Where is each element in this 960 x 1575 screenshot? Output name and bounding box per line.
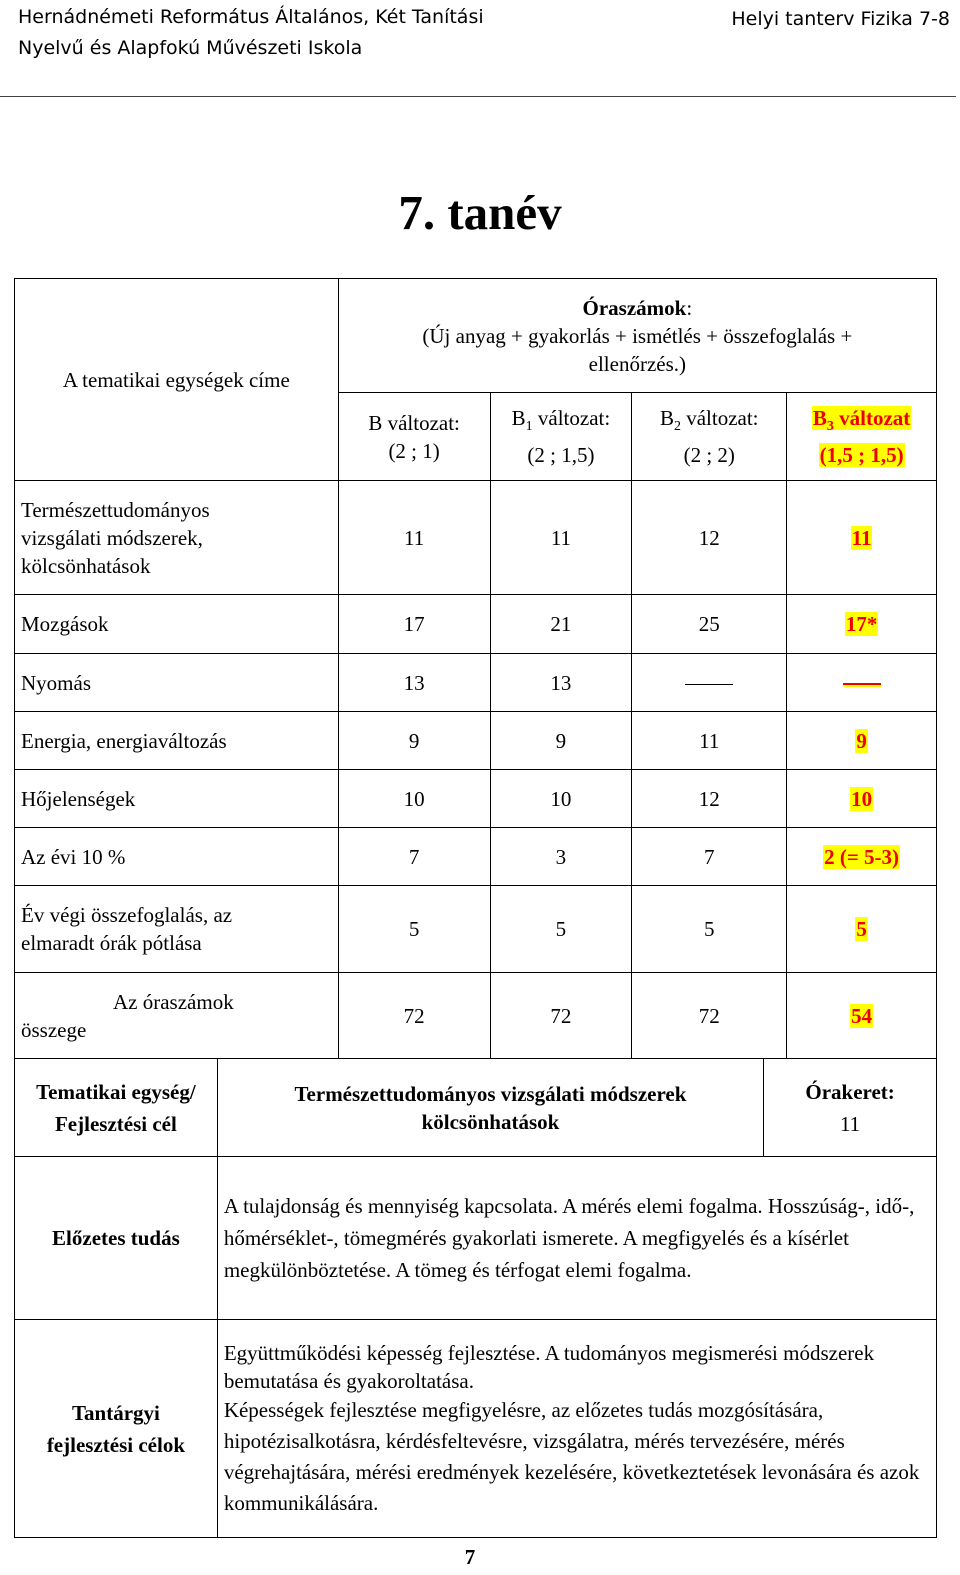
hours-b1: 11 (490, 481, 632, 595)
prior-knowledge-text: A tulajdonság és mennyiség kapcsolata. A mérés elemi fogalma. Hosszúság-, idő-, hőmérséklet-, tömegmérés gyakorlati ismerete. A megfigyelés és a kísérlet megkülönböztetése. A tömeg és térfogat elemi fogalma. (217, 1157, 936, 1320)
hours-b2-dash (632, 654, 787, 712)
hour-frame: Órakeret: 11 (764, 1059, 937, 1157)
hours-b3-dash (787, 654, 937, 712)
school-name (18, 2, 484, 64)
hours-table (14, 278, 937, 1059)
hours-b: 9 (338, 712, 490, 770)
hours-b: 7 (338, 828, 490, 886)
table-row (15, 770, 937, 828)
hours-b2: 5 (632, 886, 787, 973)
unit-label: Tematikai egység/ Fejlesztési cél (15, 1059, 218, 1157)
hours-b2: 7 (632, 828, 787, 886)
goals-text: Együttműködési képesség fejlesztése. A tudományos megismerési módszerek bemutatása és gyakoroltatása. Képességek fejlesztése megfigyelésre, az előzetes tudás mozgósítására, hipotézisalkotásra, kérdésfeltevésre, vizsgálatra, mérés tervezésére, mérés végrehajtására, mérési eredmények kezelésére, következtetések levonására és azok kommunikálására. (217, 1320, 936, 1538)
details-table (14, 1156, 937, 1538)
hours-b3: 2 (= 5-3) (787, 828, 937, 886)
table-row-total (15, 973, 937, 1059)
variant-b1-header: $B_1$ változat: (2 ; 1,5) (490, 393, 632, 481)
hours-b3: 5 (787, 886, 937, 973)
hours-b3: 17* (787, 595, 937, 654)
school-name-line1: Hernádnémeti Református Általános, Két Tanítási (18, 6, 484, 28)
hours-heading-cell: Óraszámok: (Új anyag + gyakorlás + ismétlés + összefoglalás + ellenőrzés.) (338, 279, 936, 393)
hours-b2: 25 (632, 595, 787, 654)
hours-b1: 10 (490, 770, 632, 828)
table-row (15, 481, 937, 595)
hours-b1: 3 (490, 828, 632, 886)
topic-name: Energia, energiaváltozás (15, 712, 339, 770)
total-b1: 72 (490, 973, 632, 1059)
topic-name: Mozgások (15, 595, 339, 654)
hours-b1: 9 (490, 712, 632, 770)
hours-b: 5 (338, 886, 490, 973)
hours-b3: 10 (787, 770, 937, 828)
total-label: Az óraszámok összege (15, 973, 339, 1059)
header-divider (0, 96, 956, 97)
total-b3: 54 (787, 973, 937, 1059)
unit-title: Természettudományos vizsgálati módszerek kölcsönhatások (217, 1059, 763, 1157)
page-number: 7 (464, 1545, 476, 1569)
hours-b2: 12 (632, 770, 787, 828)
goals-label: Tantárgyi fejlesztési célok (15, 1320, 218, 1538)
hours-b: 13 (338, 654, 490, 712)
variant-b3-header: $B_3$ változat (1,5 ; 1,5) (787, 393, 937, 481)
variant-b2-header: $B_2$ változat: (2 ; 2) (632, 393, 787, 481)
document-title: Helyi tanterv Fizika 7-8 (731, 8, 950, 30)
hours-b2: 12 (632, 481, 787, 595)
school-name-line2: Nyelvű és Alapfokú Művészeti Iskola (18, 37, 363, 59)
topic-name: Nyomás (15, 654, 339, 712)
hours-b1: 21 (490, 595, 632, 654)
hours-b: 17 (338, 595, 490, 654)
table-row (15, 712, 937, 770)
hours-b1: 13 (490, 654, 632, 712)
total-b2: 72 (632, 973, 787, 1059)
topic-name: Természettudományos vizsgálati módszerek, kölcsönhatások (15, 481, 339, 595)
table-row (15, 654, 937, 712)
topic-name: Az évi 10 % (15, 828, 339, 886)
topic-name: Hőjelenségek (15, 770, 339, 828)
hours-b: 11 (338, 481, 490, 595)
variant-b-header: B változat: (2 ; 1) (338, 393, 490, 481)
total-b: 72 (338, 973, 490, 1059)
hours-b2: 11 (632, 712, 787, 770)
table-row (15, 886, 937, 973)
unit-header-table (14, 1058, 937, 1157)
table-row (15, 595, 937, 654)
hours-b3: 11 (787, 481, 937, 595)
prior-knowledge-label: Előzetes tudás (15, 1157, 218, 1320)
hours-b: 10 (338, 770, 490, 828)
topic-column-header: A tematikai egységek címe (15, 279, 339, 481)
hours-b3: 9 (787, 712, 937, 770)
topic-name: Év végi összefoglalás, az elmaradt órák pótlása (15, 886, 339, 973)
hours-b1: 5 (490, 886, 632, 973)
table-row (15, 828, 937, 886)
page-title: 7. tanév (398, 185, 562, 240)
